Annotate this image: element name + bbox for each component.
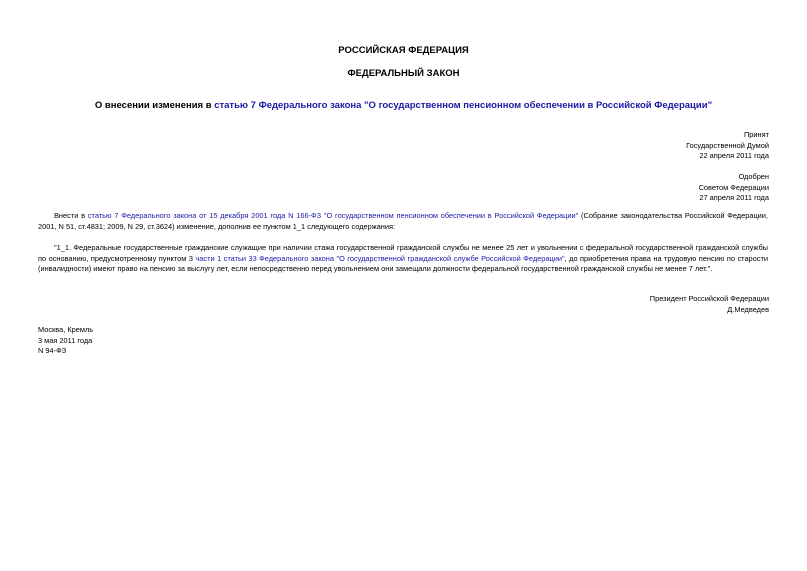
country-heading: РОССИЙСКАЯ ФЕДЕРАЦИЯ [338, 45, 469, 56]
approved-date: 27 апреля 2011 года [699, 193, 769, 202]
p1-suffix: (Собрание законодательства Российской Федерации, 2001, N 51, ст.4831; 2009, N 29, ст.3624) изменение, дополнив ее пунктом 1_1 следующего содержания: [38, 211, 768, 231]
adoption-duma [686, 130, 769, 162]
law-title [20, 100, 787, 112]
doc-type-heading: ФЕДЕРАЛЬНЫЙ ЗАКОН [347, 68, 460, 79]
accepted-label: Принят [743, 130, 769, 139]
signature-position: Президент Российской Федерации [649, 294, 769, 303]
p2-link[interactable]: части 1 статьи 33 Федерального закона "О государственной гражданской службе Российской Федерации" [195, 253, 565, 263]
law-title-prefix: О внесении изменения в [94, 100, 215, 111]
accepted-date: 22 апреля 2011 года [699, 151, 769, 160]
body-paragraph-1 [38, 211, 768, 232]
approved-label: Одобрен [738, 172, 769, 181]
p1-prefix: Внести в [54, 211, 88, 220]
p1-link[interactable]: статью 7 Федерального закона от 15 декабря 2001 года N 166-ФЗ "О государственном пенсионном обеспечении в Российской Федерации" [87, 211, 579, 220]
p2-suffix: , до приобретения права на трудовую пенсию по старости (инвалидности) имеют право на пенсию за выслугу лет, если непосредственно перед увольнением они замещали должности федеральной государственной гражданской службы не менее 7 лет.". [38, 253, 768, 273]
signature-block [650, 294, 769, 315]
law-title-link[interactable]: статью 7 Федерального закона "О государственном пенсионном обеспечении в Российской Федерации" [214, 100, 713, 111]
adoption-council [699, 172, 769, 204]
footer-block [38, 325, 93, 357]
body-paragraph-2 [38, 243, 768, 275]
accepted-by: Государственной Думой [686, 140, 769, 150]
p2-prefix: "1_1. Федеральные государственные гражданские служащие при наличии стажа государственной гражданской службы не менее 25 лет и увольнении с федеральной государственной гражданской службы по основанию, предусмотренному пунктом 3 [38, 243, 768, 263]
footer-date: 3 мая 2011 года [38, 335, 93, 345]
footer-number: N 94-ФЗ [38, 346, 67, 355]
approved-by: Советом Федерации [698, 182, 769, 192]
signature-name: Д.Медведев [727, 304, 769, 314]
footer-place: Москва, Кремль [38, 325, 94, 334]
